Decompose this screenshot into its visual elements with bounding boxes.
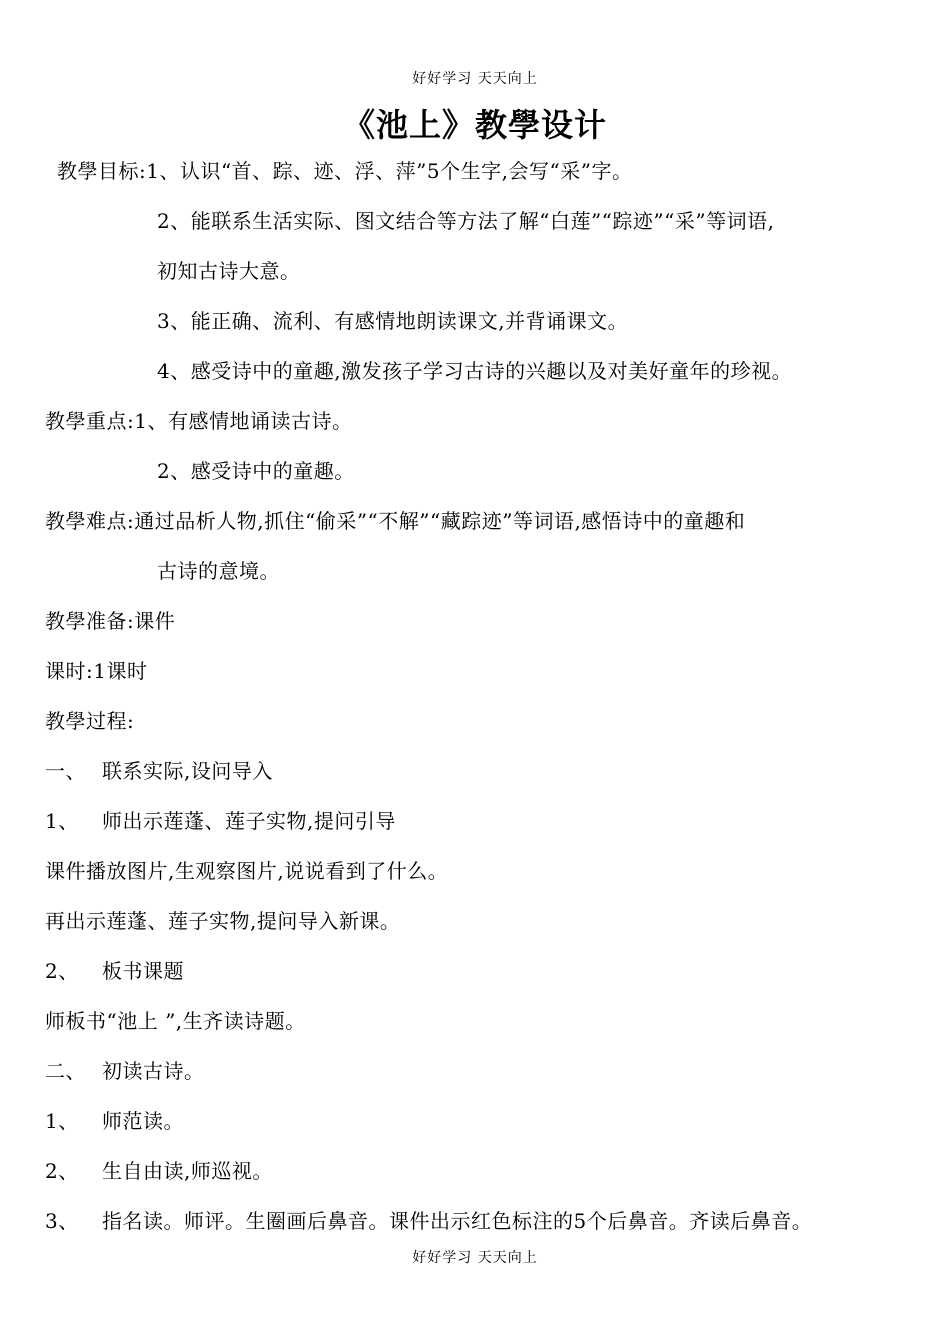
step-2-3-text: 指名读。师评。生圈画后鼻音。课件出示红色标注的5个后鼻音。齐读后鼻音。	[102, 1209, 813, 1233]
paragraph-1: 课件播放图片,生观察图片,说说看到了什么。	[45, 859, 449, 883]
step-2-3-number: 3、	[45, 1209, 79, 1233]
paragraph-2: 再出示莲蓬、莲子实物,提问导入新课。	[45, 909, 401, 933]
step-1-1-number: 1、	[45, 809, 79, 833]
step-2-2	[45, 1157, 273, 1185]
objectives-line-1: 教學目标:1、认识“首、踪、迹、浮、萍”5个生字,会写“采”字。	[57, 159, 633, 183]
step-1-2-number: 2、	[45, 959, 79, 983]
step-1-1	[45, 807, 396, 835]
preparation-line: 教學准备:课件	[45, 609, 176, 633]
process-heading: 教學过程:	[45, 709, 135, 733]
section-2-text: 初读古诗。	[102, 1059, 205, 1083]
section-2-heading	[45, 1057, 205, 1085]
step-2-1-number: 1、	[45, 1109, 79, 1133]
objectives-line-3: 3、能正确、流利、有感情地朗读课文,并背诵课文。	[157, 309, 629, 333]
page-header: 好好学习 天天向上	[412, 71, 538, 87]
key-points-line-1: 教學重点:1、有感情地诵读古诗。	[45, 409, 353, 433]
section-1-heading	[45, 757, 273, 785]
step-2-1	[45, 1107, 184, 1135]
key-points-line-2: 2、感受诗中的童趣。	[157, 459, 355, 483]
step-2-3	[45, 1207, 812, 1235]
class-hours-line: 课时:1课时	[45, 659, 148, 683]
section-1-number: 一、	[45, 759, 86, 783]
difficulty-line-2: 古诗的意境。	[157, 559, 280, 583]
objectives-line-4: 4、感受诗中的童趣,激发孩子学习古诗的兴趣以及对美好童年的珍视。	[157, 359, 793, 383]
page-footer: 好好学习 天天向上	[412, 1250, 538, 1266]
step-1-2	[45, 957, 184, 985]
step-2-2-text: 生自由读,师巡视。	[102, 1159, 273, 1183]
objectives-line-2-continued: 初知古诗大意。	[157, 259, 301, 283]
step-1-2-text: 板书课题	[102, 959, 184, 983]
section-2-number: 二、	[45, 1059, 86, 1083]
step-2-2-number: 2、	[45, 1159, 79, 1183]
difficulty-line-1: 教學难点:通过品析人物,抓住“偷采”“不解”“藏踪迹”等词语,感悟诗中的童趣和	[45, 509, 746, 533]
section-1-text: 联系实际,设问导入	[102, 759, 273, 783]
paragraph-3: 师板书“池上 ”,生齐读诗题。	[45, 1009, 306, 1033]
step-1-1-text: 师出示莲蓬、莲子实物,提问引导	[102, 809, 396, 833]
objectives-line-2: 2、能联系生活实际、图文结合等方法了解“白莲”“踪迹”“采”等词语,	[157, 209, 775, 233]
document-title: 《池上》教學设计	[342, 106, 607, 144]
step-2-1-text: 师范读。	[102, 1109, 184, 1133]
